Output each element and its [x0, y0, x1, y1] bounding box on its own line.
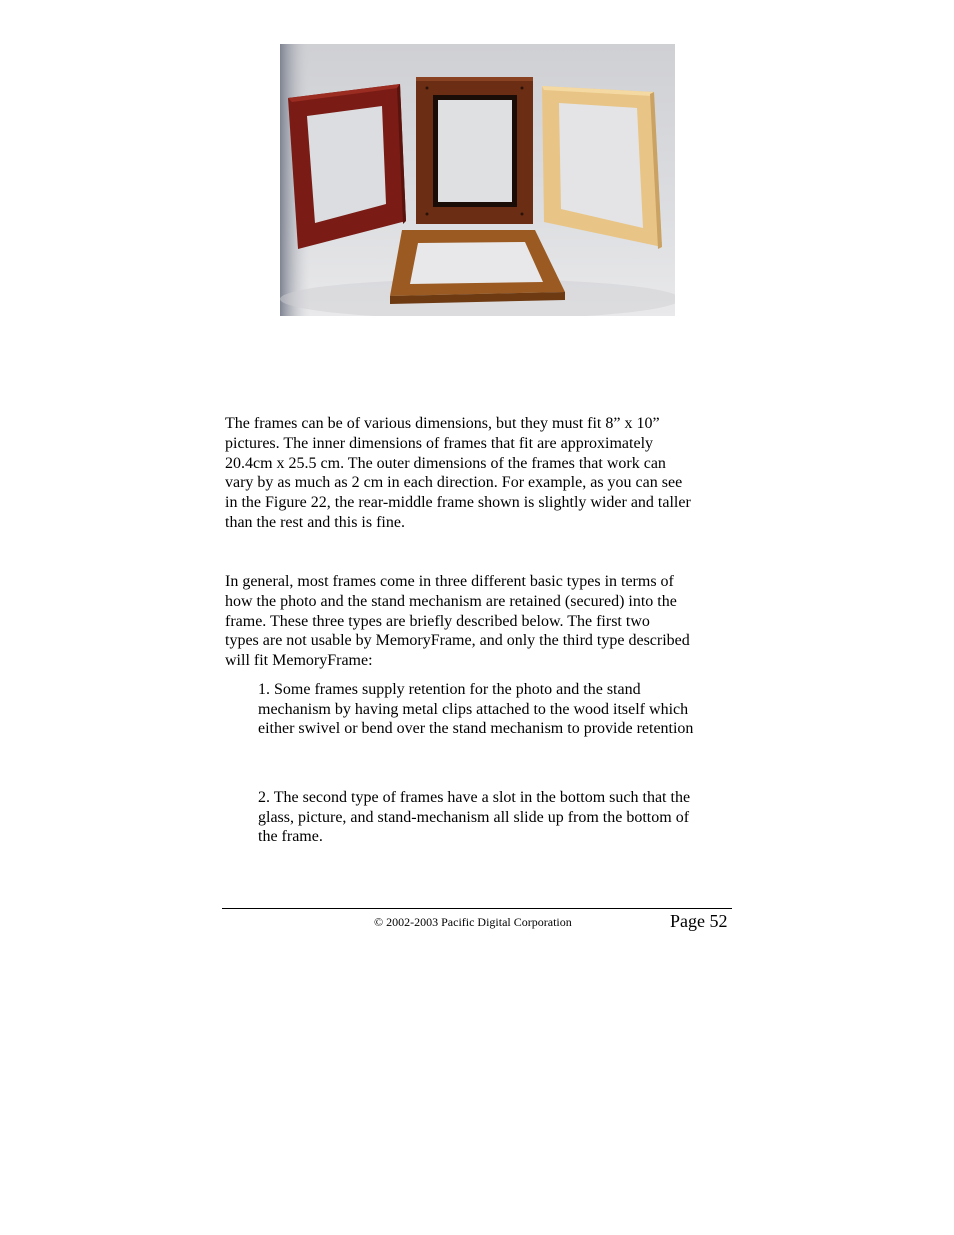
oak-frame	[390, 230, 565, 304]
text-line: pictures. The inner dimensions of frames that fit are approximately	[225, 434, 654, 452]
text-line: In general, most frames come in three different basic types in terms of	[225, 573, 674, 590]
text-line: 1. Some frames supply retention for the photo and the stand	[258, 681, 641, 698]
text-line: types are not usable by MemoryFrame, and only the third type described	[225, 632, 690, 650]
mahogany-frame	[416, 77, 533, 224]
frame-types-paragraph	[225, 572, 735, 671]
pine-frame	[542, 86, 662, 249]
copyright-notice: © 2002-2003 Pacific Digital Corporation	[374, 915, 572, 929]
text-line: mechanism by having metal clips attached to the wood itself which	[258, 700, 689, 718]
text-line: how the photo and the stand mechanism are retained (secured) into the	[225, 592, 677, 610]
list-item	[258, 680, 738, 739]
frame-dimensions-paragraph	[225, 414, 735, 533]
footer-divider	[222, 908, 732, 909]
text-line: 2. The second type of frames have a slot in the bottom such that the	[258, 789, 691, 806]
red-frame	[288, 84, 406, 249]
text-line: the frame.	[258, 828, 323, 846]
text-line: than the rest and this is fine.	[225, 513, 405, 531]
list-item	[258, 788, 738, 847]
text-line: 20.4cm x 25.5 cm. The outer dimensions of the frames that work can	[225, 454, 666, 472]
page-number: Page 52	[670, 911, 728, 931]
picture-frames-photo	[280, 44, 675, 316]
text-line: The frames can be of various dimensions, but they must fit 8” x 10”	[225, 415, 660, 432]
text-line: will fit MemoryFrame:	[225, 652, 373, 670]
text-line: frame. These three types are briefly described below. The first two	[225, 612, 650, 630]
text-line: in the Figure 22, the rear-middle frame shown is slightly wider and taller	[225, 494, 691, 512]
text-line: glass, picture, and stand-mechanism all slide up from the bottom of	[258, 808, 690, 826]
text-line: vary by as much as 2 cm in each direction. For example, as you can see	[225, 474, 683, 492]
text-line: either swivel or bend over the stand mechanism to provide retention	[258, 720, 694, 738]
